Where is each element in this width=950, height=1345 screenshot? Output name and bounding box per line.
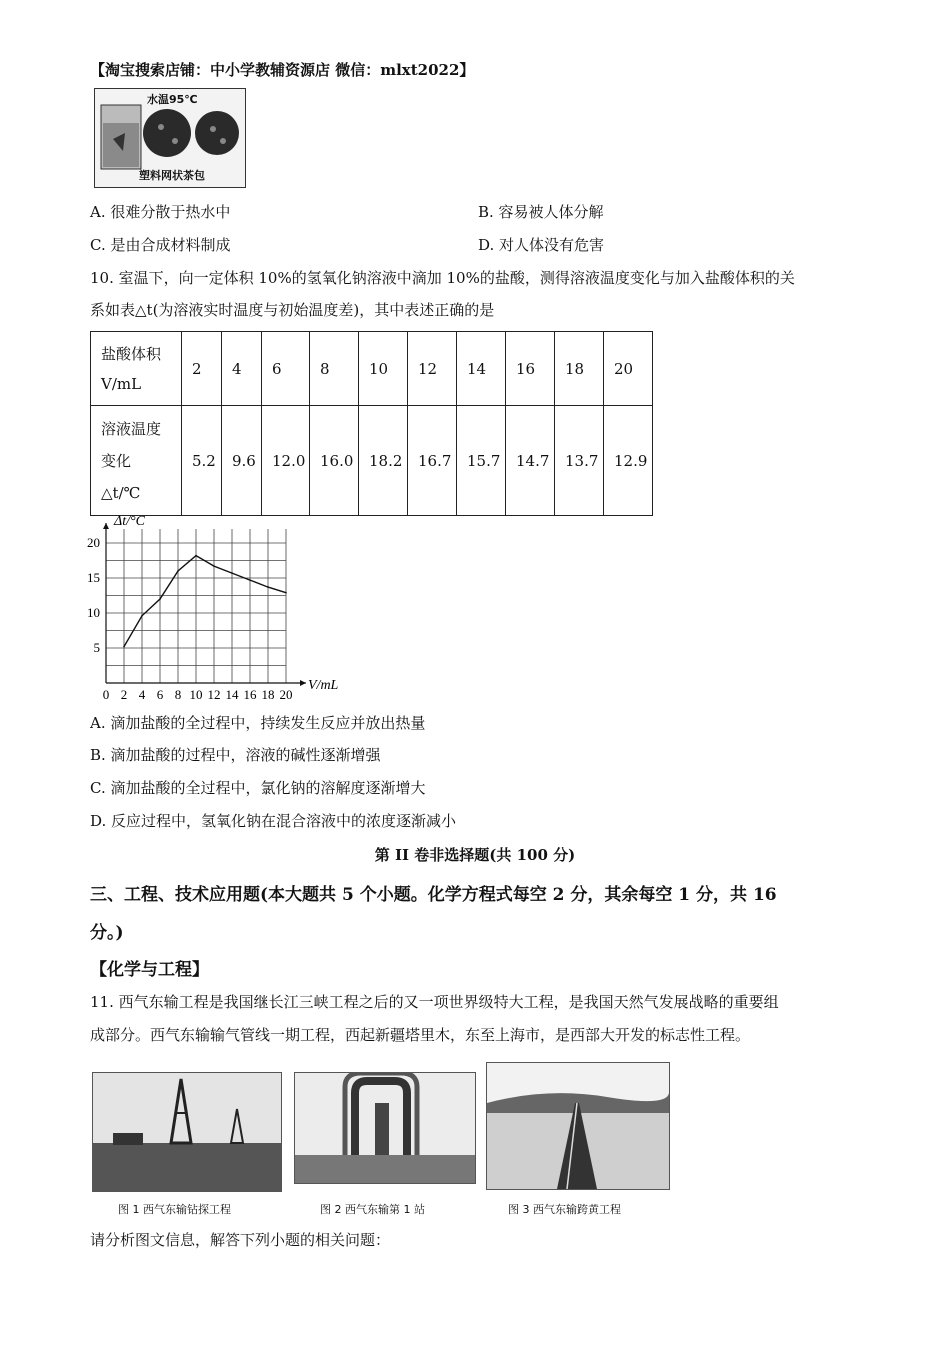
x-tick-label: 0 — [102, 687, 110, 702]
figure2-caption: 图 2 西气东输第 1 站 — [320, 1203, 425, 1216]
data-point — [141, 615, 143, 617]
drilling-illustration — [93, 1073, 281, 1191]
table-cell: 12 — [408, 332, 457, 406]
table-header-temperature — [91, 406, 182, 516]
header-shop-line: 【淘宝搜索店铺：中小学教辅资源店 微信：mlxt2022】 — [90, 61, 475, 79]
y-tick-label: 20 — [87, 535, 100, 550]
table-header-volume — [91, 332, 182, 406]
header-volume-line2: V/mL — [101, 374, 142, 393]
header-temp-line2: 变化 — [101, 451, 132, 470]
data-point — [213, 565, 215, 567]
table-cell: 18.2 — [359, 406, 408, 516]
table-cell: 6 — [262, 332, 310, 406]
table-cell: 5.2 — [182, 406, 222, 516]
table-cell: 9.6 — [222, 406, 262, 516]
station-illustration — [295, 1073, 475, 1183]
x-tick-label: 18 — [261, 687, 275, 702]
figure-station-photo — [294, 1072, 476, 1184]
x-tick-label: 16 — [243, 687, 257, 702]
table-cell: 10 — [359, 332, 408, 406]
tea-bag-label-top: 水温95℃ — [147, 93, 198, 106]
figure-drilling-photo — [92, 1072, 282, 1192]
q10-stem-line2: 系如表△t(为溶液实时温度与初始温度差)，其中表述正确的是 — [90, 301, 495, 319]
x-tick-label: 4 — [138, 687, 146, 702]
x-tick-label: 8 — [174, 687, 182, 702]
table-cell: 20 — [604, 332, 653, 406]
q10-option-d: D. 反应过程中，氢氧化钠在混合溶液中的浓度逐渐减小 — [90, 812, 457, 830]
x-tick-label: 12 — [207, 687, 221, 702]
y-axis-arrow — [103, 523, 109, 529]
data-point — [195, 555, 197, 557]
table-cell: 8 — [310, 332, 359, 406]
table-cell: 14.7 — [506, 406, 555, 516]
x-tick-label: 20 — [279, 687, 293, 702]
figure1-caption: 图 1 西气东输钻探工程 — [118, 1203, 231, 1216]
table-cell: 12.0 — [262, 406, 310, 516]
part3-line2: 分。) — [90, 923, 124, 943]
table-cell: 16.0 — [310, 406, 359, 516]
table-cell: 15.7 — [457, 406, 506, 516]
q9-option-d: D. 对人体没有危害 — [478, 236, 605, 254]
q10-option-b: B. 滴加盐酸的过程中，溶液的碱性逐渐增强 — [90, 746, 381, 764]
header-temp-line3: △t/℃ — [101, 483, 141, 502]
y-tick-label: 5 — [93, 640, 100, 655]
x-tick-label: 14 — [225, 687, 239, 702]
table-cell: 12.9 — [604, 406, 653, 516]
table-row-volume — [91, 332, 653, 406]
y-axis-label: Δt/°C — [114, 514, 145, 529]
x-axis-arrow — [300, 680, 306, 686]
tea-bag-figure — [94, 88, 246, 188]
table-cell: 4 — [222, 332, 262, 406]
q11-line2: 成部分。西气东输输气管线一期工程，西起新疆塔里木，东至上海市，是西部大开发的标志性工程。 — [90, 1026, 751, 1044]
data-series-line — [124, 556, 286, 647]
q9-option-b: B. 容易被人体分解 — [478, 203, 604, 221]
temperature-chart — [84, 514, 364, 704]
table-row-temperature — [91, 406, 653, 516]
data-point — [249, 579, 251, 581]
table-cell: 18 — [555, 332, 604, 406]
section-subtitle: 【化学与工程】 — [90, 960, 209, 980]
data-point — [285, 592, 287, 594]
header-temp-line1: 溶液温度 — [101, 419, 162, 438]
data-point — [123, 646, 125, 648]
figure3-caption: 图 3 西气东输跨黄工程 — [508, 1203, 621, 1216]
q9-option-a: A. 很难分散于热水中 — [90, 203, 231, 221]
q11-line1: 11. 西气东输工程是我国继长江三峡工程之后的又一项世界级特大工程，是我国天然气发展战略的重要组 — [90, 993, 779, 1011]
table-cell: 2 — [182, 332, 222, 406]
y-tick-label: 10 — [87, 605, 100, 620]
section-title: 第 II 卷非选择题(共 100 分) — [374, 846, 576, 864]
data-point — [159, 598, 161, 600]
data-point — [231, 572, 233, 574]
q10-data-table — [90, 331, 653, 516]
table-cell: 14 — [457, 332, 506, 406]
x-tick-label: 6 — [156, 687, 164, 702]
header-volume-line1: 盐酸体积 — [101, 344, 162, 363]
q10-option-a: A. 滴加盐酸的全过程中，持续发生反应并放出热量 — [90, 714, 426, 732]
y-tick-label: 15 — [87, 570, 100, 585]
x-tick-label: 2 — [120, 687, 128, 702]
data-point — [177, 570, 179, 572]
river-crossing-illustration — [487, 1063, 669, 1189]
table-cell: 16 — [506, 332, 555, 406]
q11-prompt: 请分析图文信息，解答下列小题的相关问题： — [90, 1231, 391, 1249]
figure-yellow-river-photo — [486, 1062, 670, 1190]
part3-line1: 三、工程、技术应用题(本大题共 5 个小题。化学方程式每空 2 分，其余每空 1 分，共 16 — [90, 885, 777, 905]
q10-option-c: C. 滴加盐酸的全过程中，氯化钠的溶解度逐渐增大 — [90, 779, 426, 797]
x-axis-label: V/mL — [308, 678, 339, 693]
x-tick-label: 10 — [189, 687, 203, 702]
q9-option-c: C. 是由合成材料制成 — [90, 236, 231, 254]
q10-stem-line1: 10. 室温下，向一定体积 10%的氢氧化钠溶液中滴加 10%的盐酸，测得溶液温度变化与加入盐酸体积的关 — [90, 269, 795, 287]
table-cell: 13.7 — [555, 406, 604, 516]
tea-bag-label-bottom: 塑料网状茶包 — [139, 169, 205, 182]
data-point — [267, 586, 269, 588]
table-cell: 16.7 — [408, 406, 457, 516]
